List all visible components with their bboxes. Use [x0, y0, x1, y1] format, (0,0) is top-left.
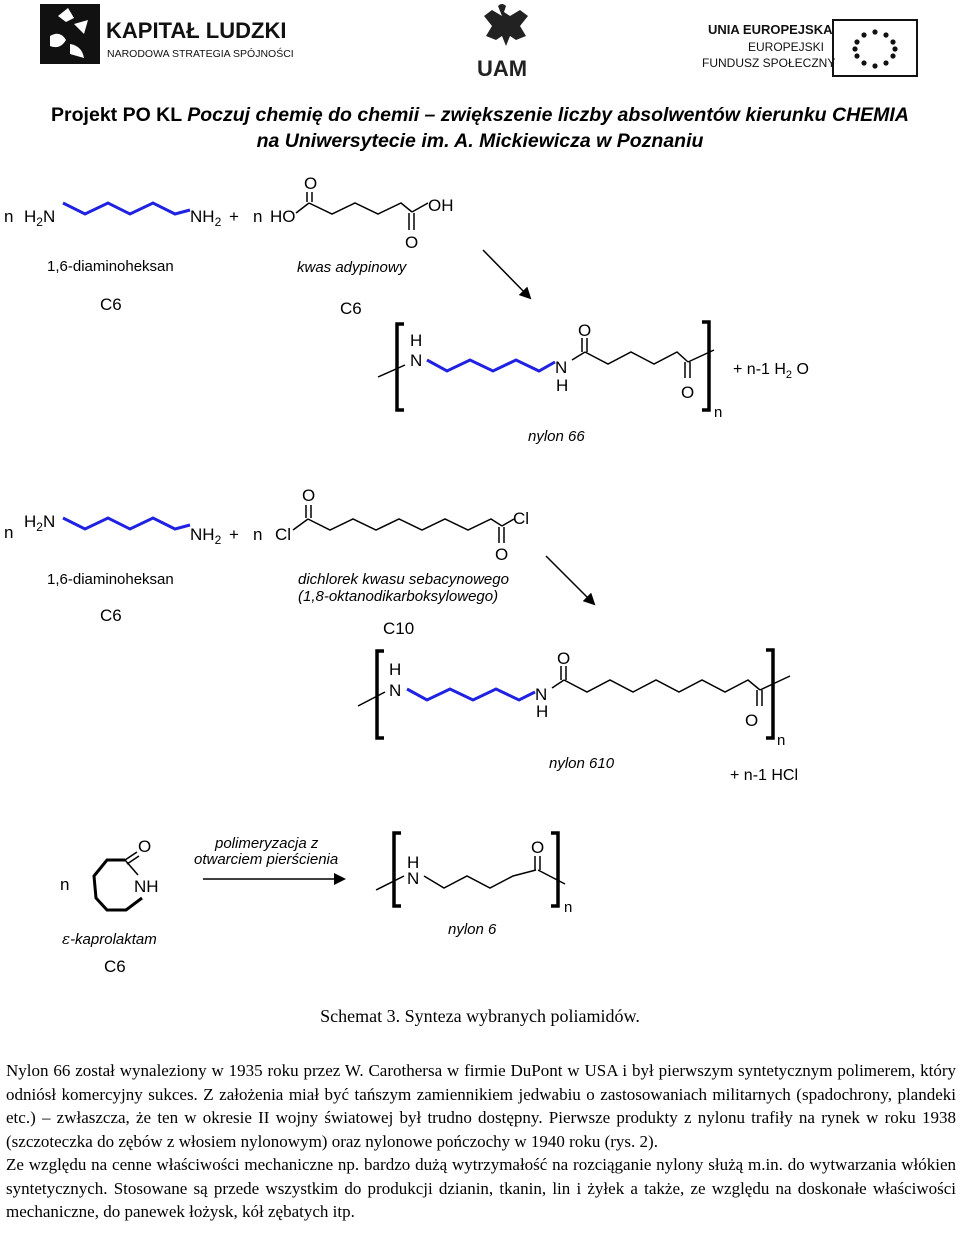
logo-left-sub: NARODOWA STRATEGIA SPÓJNOŚCI: [107, 48, 294, 60]
s2-prod-h-top: H: [389, 660, 402, 679]
s2-prod-h-bottom: H: [536, 702, 549, 721]
scheme-nylon-66: [4, 174, 809, 445]
s2-prod-n2: N: [535, 685, 548, 704]
s2-n2: n: [253, 525, 263, 544]
s2-byproduct: + n-1 HCl: [730, 767, 799, 784]
s3-c-monomer: C6: [104, 957, 126, 976]
s2-label-diamine: 1,6-diaminoheksan: [47, 571, 174, 588]
paragraph-2: Ze względu na cenne właściwości mechaniczne np. bardzo dużą wytrzymałość na rozciąganie nylony służą m.in. do wytwarzania włókien syntetycznych. Stosowane są przede wszystkim do produkcji dzianin, tkanin, lin i żyłek a także, ze względu na doskonałe właściwości mechaniczne, do panewek łożysk, kół zębatych itp.: [6, 1155, 956, 1221]
s1-o-top: O: [304, 174, 318, 193]
s2-plus: +: [229, 525, 239, 544]
s1-byproduct: + n-1 $H_2$ O: [733, 361, 809, 381]
s1-c-diamine: C6: [100, 295, 122, 314]
title-italic-2: na Uniwersytecie im. A. Mickiewicza w Poznaniu: [256, 130, 704, 152]
s2-cl2: Cl: [513, 509, 530, 528]
s3-prod-h: H: [407, 853, 420, 872]
s2-c-diamine: C6: [100, 606, 122, 625]
s2-prod-o-top: O: [557, 649, 571, 668]
paragraph-1: Nylon 66 został wynaleziony w 1935 roku przez W. Carothersa w firmie DuPont w USA i był pierwszym syntetycznym polimerem, który odniósł komercyjny sukces. Z założenia miał być tańszym zamiennikiem jedwabiu o zastosowaniach militarnych (spadochrony, plandeki etc.) – zwłaszcza, że ten w okresie II wojny światowej był trudno dostępny. Pierwsze produkty z nylonu trafiły na rynek w roku 1938 (szczoteczka do zębów z włosiem nylonowym) oraz nylonowe pończochy w 1940 roku (rys. 2).: [6, 1061, 956, 1151]
scheme-nylon-610: [4, 486, 798, 784]
s1-n2: n: [253, 207, 263, 226]
s2-h2n: $H_2N$: [24, 512, 56, 534]
s3-n: n: [60, 875, 70, 894]
scheme-caption: Schemat 3. Synteza wybranych poliamidów.: [320, 1006, 640, 1026]
logo-right-line1: UNIA EUROPEJSKA: [708, 22, 833, 37]
s2-o-bottom: O: [495, 545, 509, 564]
s3-prod-n: N: [407, 869, 420, 888]
s2-label-chloride-1: dichlorek kwasu sebacynowego: [298, 571, 509, 588]
s1-reaction-arrow: [483, 250, 530, 298]
s1-prod-o-top: O: [578, 321, 592, 340]
s2-label-chloride-2: (1,8-oktanodikarboksylowego): [298, 588, 499, 605]
s2-prod-n1: N: [389, 681, 402, 700]
logo-right-line3: FUNDUSZ SPOŁECZNY: [702, 56, 836, 70]
s1-prod-n: n: [714, 404, 723, 421]
s3-o: O: [138, 837, 152, 856]
s3-reaction-line1: polimeryzacja z: [215, 835, 319, 852]
s2-cl1: Cl: [275, 525, 292, 544]
s2-n1: n: [4, 523, 14, 542]
s3-nh: NH: [134, 877, 159, 896]
logo-left-name: KAPITAŁ LUDZKI: [106, 18, 287, 43]
s2-c-chloride: C10: [383, 619, 415, 638]
s1-label-diamine: 1,6-diaminoheksan: [47, 258, 174, 275]
logo-right-line2: EUROPEJSKI: [748, 40, 825, 54]
s2-prod-n: n: [777, 732, 786, 749]
s3-prod-o: O: [531, 838, 545, 857]
s1-oh: OH: [428, 196, 454, 215]
s1-nh2: $NH_2$: [190, 207, 222, 229]
s1-o-bottom: O: [405, 233, 419, 252]
s3-monomer-label: ε-kaprolaktam: [62, 930, 157, 948]
s1-prod-chain: [427, 360, 555, 371]
s2-nh2: $NH_2$: [190, 525, 222, 547]
s2-prod-label: nylon 610: [549, 755, 615, 772]
s1-c-acid: C6: [340, 299, 362, 318]
s1-n1: n: [4, 207, 14, 226]
s1-ho: HO: [270, 207, 296, 226]
s1-prod-n2: N: [555, 358, 568, 377]
s1-h2n: $H_2N$: [24, 207, 56, 229]
s2-diamine-chain: [63, 518, 190, 529]
s2-prod-chain: [407, 689, 535, 700]
s1-label-acid: kwas adypinowy: [297, 259, 407, 276]
logo-center-name: UAM: [477, 56, 528, 81]
s1-prod-n1: N: [410, 351, 423, 370]
s1-diamine-chain: [63, 203, 190, 214]
s3-prod-label: nylon 6: [448, 921, 497, 938]
title-prefix: Projekt PO KL: [51, 104, 188, 126]
scheme-nylon-6: [60, 833, 572, 976]
s1-prod-o-bottom: O: [681, 383, 695, 402]
s3-reaction-line2: otwarciem pierścienia: [194, 851, 339, 868]
body-text: [6, 1059, 956, 1224]
s1-prod-h-top: H: [410, 331, 423, 350]
s3-prod-n-index: n: [564, 899, 573, 916]
s1-plus: +: [229, 207, 239, 226]
title-italic-1: Poczuj chemię do chemii – zwiększenie liczby absolwentów kierunku CHEMIA: [187, 104, 909, 126]
s2-o-top: O: [302, 486, 316, 505]
s1-prod-label: nylon 66: [528, 428, 585, 445]
s1-prod-h-bottom: H: [556, 376, 569, 395]
s2-reaction-arrow: [546, 556, 594, 604]
s2-prod-o-bottom: O: [745, 711, 759, 730]
